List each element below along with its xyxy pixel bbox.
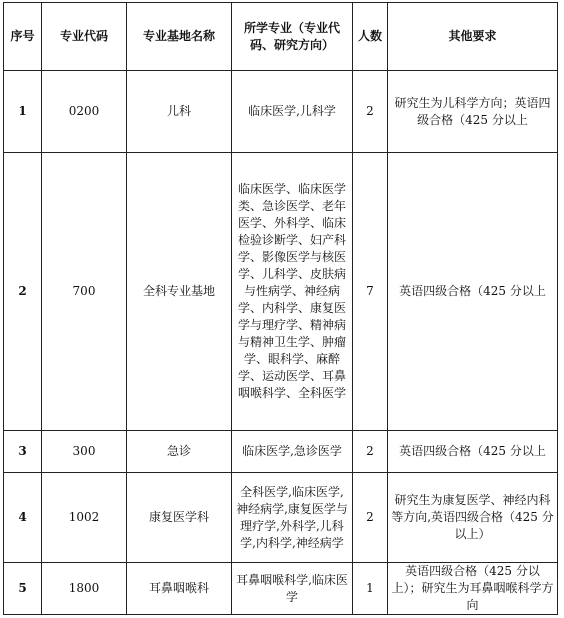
header-seq: 序号: [4, 3, 42, 71]
table-row: [4, 153, 558, 431]
header-requirements: 其他要求: [388, 3, 558, 71]
cell-majors: 全科医学,临床医学,神经病学,康复医学与理疗学,外科学,儿科学,内科学,神经病学: [232, 473, 353, 563]
cell-count: 7: [353, 153, 388, 431]
cell-base-name: 儿科: [127, 71, 232, 153]
residency-table: [3, 2, 558, 615]
cell-requirements: 英语四级合格（425 分以上: [388, 431, 558, 473]
cell-requirements: 英语四级合格（425 分以上）；研究生为耳鼻咽喉科学方向: [388, 563, 558, 615]
table-row: [4, 563, 558, 615]
header-row: [4, 3, 558, 71]
cell-requirements: 研究生为儿科学方向；英语四级合格（425 分以上: [388, 71, 558, 153]
cell-seq: 5: [4, 563, 42, 615]
cell-code: 1800: [42, 563, 127, 615]
cell-base-name: 急诊: [127, 431, 232, 473]
cell-seq: 4: [4, 473, 42, 563]
cell-seq: 2: [4, 153, 42, 431]
cell-seq: 3: [4, 431, 42, 473]
cell-base-name: 全科专业基地: [127, 153, 232, 431]
table-row: [4, 431, 558, 473]
cell-count: 2: [353, 431, 388, 473]
cell-code: 300: [42, 431, 127, 473]
header-count: 人数: [353, 3, 388, 71]
cell-majors: 耳鼻咽喉科学,临床医学: [232, 563, 353, 615]
table-row: [4, 71, 558, 153]
cell-count: 2: [353, 473, 388, 563]
cell-code: 700: [42, 153, 127, 431]
cell-requirements: 研究生为康复医学、神经内科等方向,英语四级合格（425 分以上）: [388, 473, 558, 563]
table-row: [4, 473, 558, 563]
header-majors: 所学专业（专业代码、研究方向）: [232, 3, 353, 71]
cell-base-name: 耳鼻咽喉科: [127, 563, 232, 615]
cell-seq: 1: [4, 71, 42, 153]
cell-requirements: 英语四级合格（425 分以上: [388, 153, 558, 431]
header-code: 专业代码: [42, 3, 127, 71]
cell-code: 1002: [42, 473, 127, 563]
cell-count: 2: [353, 71, 388, 153]
cell-code: 0200: [42, 71, 127, 153]
cell-majors: 临床医学,儿科学: [232, 71, 353, 153]
header-base-name: 专业基地名称: [127, 3, 232, 71]
cell-base-name: 康复医学科: [127, 473, 232, 563]
cell-majors: 临床医学,急诊医学: [232, 431, 353, 473]
cell-majors: 临床医学、临床医学类、急诊医学、老年医学、外科学、临床检验诊断学、妇产科学、影像医学与核医学、儿科学、皮肤病与性病学、神经病学、内科学、康复医学与理疗学、精神病与精神卫生学、肿瘤学、眼科学、麻醉学、运动医学、耳鼻咽喉科学、全科医学: [232, 153, 353, 431]
cell-count: 1: [353, 563, 388, 615]
